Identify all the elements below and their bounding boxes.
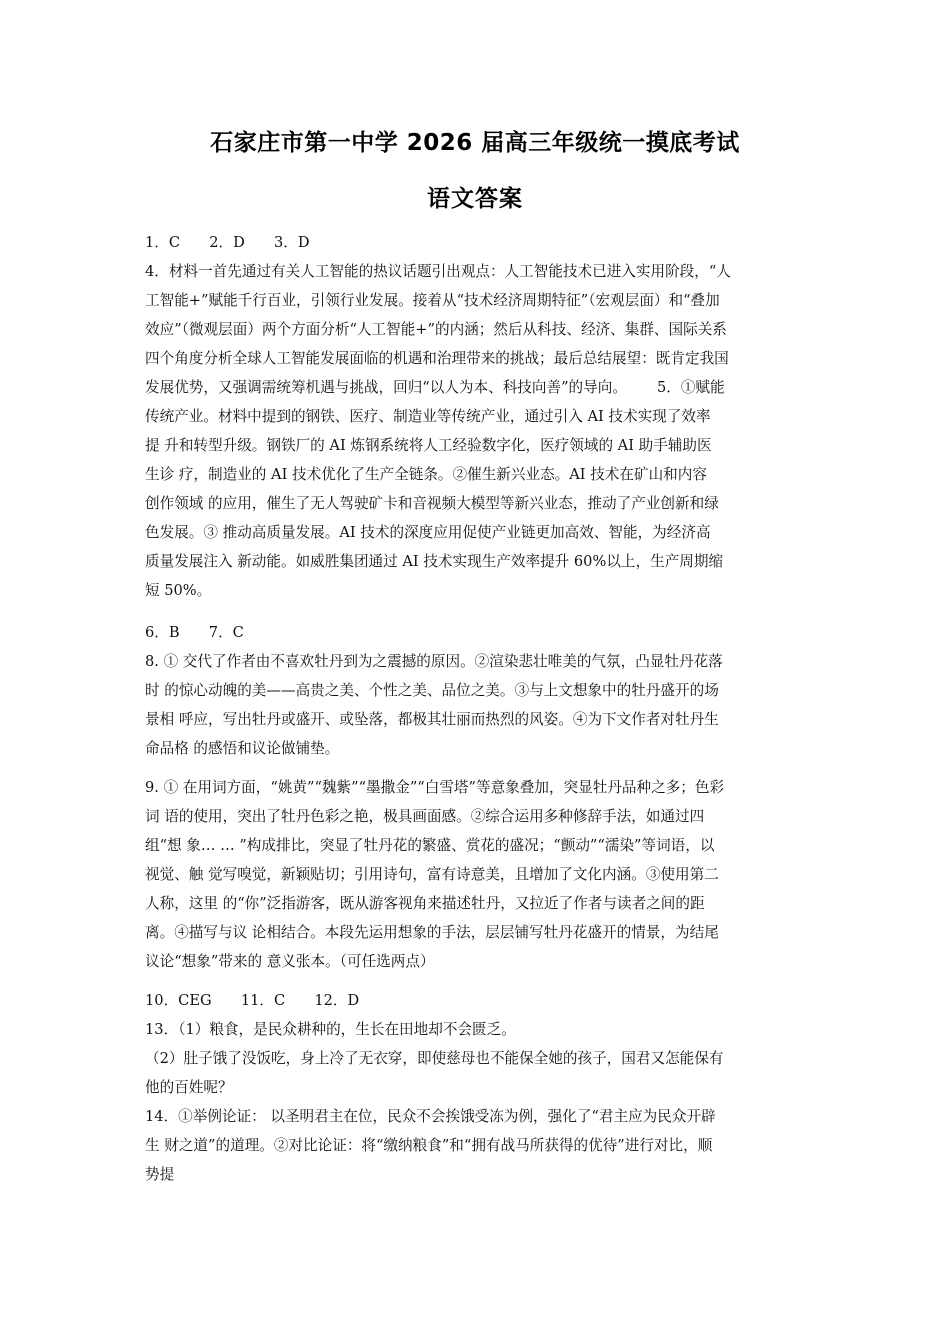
answer-q8-line: 时 的惊心动魄的美——高贵之美、个性之美、品位之美。③与上文想象中的牡丹盛开的场 bbox=[145, 682, 719, 699]
answer-q5-line: 生诊 疗，制造业的 AI 技术优化了生产全链条。②催生新兴业态。AI 技术在矿山和内容 bbox=[145, 466, 707, 483]
answer-q9-line: 人称，这里 的“你”泛指游客，既从游客视角来描述牡丹，又拉近了作者与读者之间的距 bbox=[145, 895, 705, 912]
answer-q5-line: 提 升和转型升级。钢铁厂的 AI 炼钢系统将人工经验数字化，医疗领域的 AI 助手辅助医 bbox=[145, 437, 712, 454]
answer-q9-line: 组“想 象… … ”构成排比，突显了牡丹花的繁盛、赏花的盛况；“颤动”“濡染”等词语，以 bbox=[145, 837, 715, 854]
answer-q5-line: 创作领域 的应用，催生了无人驾驶矿卡和音视频大模型等新兴业态，推动了产业创新和绿 bbox=[145, 495, 719, 512]
answer-q14-line: 14．①举例论证： 以圣明君主在位，民众不会挨饿受冻为例，强化了“君主应为民众开辟 bbox=[145, 1108, 716, 1125]
answer-q5-line: 短 50%。 bbox=[145, 582, 212, 599]
answer-q9-line: 视觉、触 觉写嗅觉，新颖贴切；引用诗句，富有诗意美，且增加了文化内涵。③使用第二 bbox=[145, 866, 719, 883]
answer-q5-start: 5．①赋能 bbox=[656, 379, 725, 396]
answers-block-1 bbox=[145, 228, 809, 1189]
answer-q4-line: 四个角度分析全球人工智能发展面临的机遇和治理带来的挑战；最后总结展望：既肯定我国 bbox=[145, 350, 729, 367]
answer-q4-line: 4．材料一首先通过有关人工智能的热议话题引出观点：人工智能技术已进入实用阶段，“人 bbox=[145, 263, 731, 280]
answer-q4-line: 效应”（微观层面）两个方面分析“人工智能+”的内涵；然后从科技、经济、集群、国际关系 bbox=[145, 321, 727, 338]
answer-q14-line: 势提 bbox=[145, 1166, 175, 1183]
answer-q14-line: 生 财之道”的道理。②对比论证：将“缴纳粮食”和“拥有战马所获得的优待”进行对比，顺 bbox=[145, 1137, 713, 1154]
answer-q9-line: 离。④描写与议 论相结合。本段先运用想象的手法，层层铺写牡丹花盛开的情景，为结尾 bbox=[145, 924, 719, 941]
page-title: 石家庄市第一中学 2026 届高三年级统一摸底考试 bbox=[210, 130, 740, 156]
answer-q8-line: 命品格 的感悟和议论做铺垫。 bbox=[145, 740, 340, 757]
answer-q1-3: 1．C 2．D 3．D bbox=[145, 234, 310, 251]
page-subtitle: 语文答案 bbox=[427, 186, 523, 212]
answer-q4-line: 发展优势，又强调需统筹机遇与挑战，回归“以人为本、科技向善”的导向。 bbox=[145, 379, 627, 396]
answer-q8-line: 8. ① 交代了作者由不喜欢牡丹到为之震撼的原因。②渲染悲壮唯美的气氛，凸显牡丹花落 bbox=[145, 653, 723, 670]
answer-q5-line: 色发展。③ 推动高质量发展。AI 技术的深度应用促使产业链更加高效、智能，为经济高 bbox=[145, 524, 711, 541]
answer-q9-line: 9. ① 在用词方面，“姚黄”“魏紫”“墨撒金”“白雪塔”等意象叠加，突显牡丹品种之多；色彩 bbox=[145, 779, 725, 796]
answer-q9-line: 议论“想象”带来的 意义张本。（可任选两点） bbox=[145, 953, 435, 970]
answer-q13-part2-line: （2）肚子饿了没饭吃，身上冷了无衣穿，即使慈母也不能保全她的孩子，国君又怎能保有 bbox=[145, 1050, 724, 1067]
answer-q9-line: 词 语的使用，突出了牡丹色彩之艳，极具画面感。②综合运用多种修辞手法，如通过四 bbox=[145, 808, 705, 825]
answer-q10-12: 10．CEG 11．C 12．D bbox=[145, 992, 360, 1009]
answer-q13-part1: 13．（1）粮食，是民众耕种的，生长在田地却不会匮乏。 bbox=[145, 1021, 516, 1038]
answer-q4-q5-line bbox=[145, 373, 809, 402]
answer-q8-line: 景相 呼应，写出牡丹或盛开、或坠落，都极其壮丽而热烈的风姿。④为下文作者对牡丹生 bbox=[145, 711, 719, 728]
answer-q5-line: 质量发展注入 新动能。如威胜集团通过 AI 技术实现生产效率提升 60%以上，生产周期缩 bbox=[145, 553, 724, 570]
answer-q4-line: 工智能+”赋能千行百业，引领行业发展。接着从“技术经济周期特征”（宏观层面）和“叠加 bbox=[145, 292, 720, 309]
answer-q5-line: 传统产业。材料中提到的钢铁、医疗、制造业等传统产业，通过引入 AI 技术实现了效率 bbox=[145, 408, 711, 425]
answer-q6-7: 6．B 7．C bbox=[145, 624, 244, 641]
answer-q13-part2-line: 他的百姓呢？ bbox=[145, 1079, 233, 1096]
